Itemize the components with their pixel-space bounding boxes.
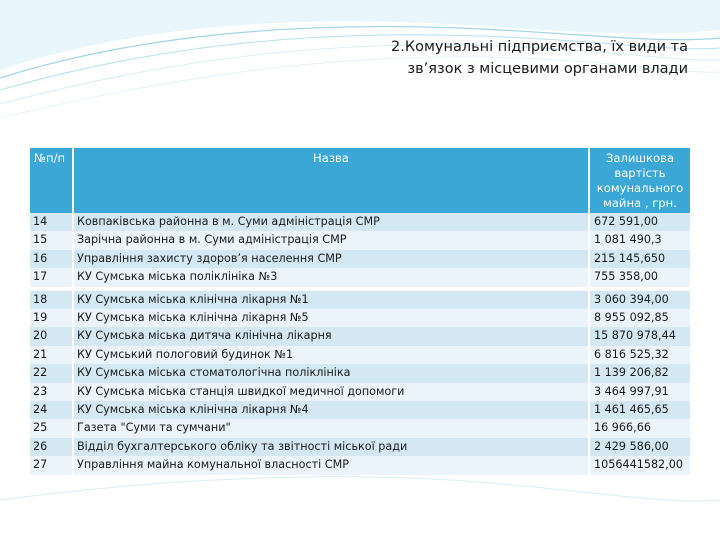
row-number: 15	[30, 231, 73, 249]
table-row	[30, 250, 690, 268]
row-value: 1 461 465,65	[589, 401, 690, 419]
row-value: 755 358,00	[589, 268, 690, 288]
row-name: КУ Сумська міська клінічна лікарня №4	[73, 401, 589, 419]
row-name: Газета "Суми та сумчани"	[73, 419, 589, 437]
row-value: 6 816 525,32	[589, 346, 690, 364]
table-row	[30, 401, 690, 419]
row-name: КУ Сумська міська клінічна лікарня №5	[73, 309, 589, 327]
row-number: 16	[30, 250, 73, 268]
slide-title	[300, 36, 688, 80]
row-value: 2 429 586,00	[589, 438, 690, 456]
property-table	[30, 148, 690, 475]
table-header-row	[30, 148, 690, 213]
row-value: 215 145,650	[589, 250, 690, 268]
row-number: 24	[30, 401, 73, 419]
slide-title-line-1: 2.Комунальні підприємства, їх види та	[390, 39, 688, 55]
row-name: КУ Сумський пологовий будинок №1	[73, 346, 589, 364]
header-number: №п/п	[30, 148, 73, 213]
table-row	[30, 309, 690, 327]
row-name: КУ Сумська міська клінічна лікарня №1	[73, 289, 589, 309]
row-number: 27	[30, 456, 73, 474]
property-table-container	[30, 148, 690, 475]
table-row	[30, 438, 690, 456]
row-value: 1 081 490,3	[589, 231, 690, 249]
table-row	[30, 327, 690, 345]
row-value: 8 955 092,85	[589, 309, 690, 327]
table-row	[30, 268, 690, 288]
table-row	[30, 364, 690, 382]
table-row	[30, 383, 690, 401]
row-number: 18	[30, 289, 73, 309]
table-row	[30, 289, 690, 309]
row-number: 26	[30, 438, 73, 456]
row-number: 19	[30, 309, 73, 327]
row-name: КУ Сумська міська поліклініка №3	[73, 268, 589, 288]
row-value: 672 591,00	[589, 213, 690, 231]
row-value: 3 060 394,00	[589, 289, 690, 309]
row-value: 1 139 206,82	[589, 364, 690, 382]
table-row	[30, 456, 690, 474]
row-value: 1056441582,00	[589, 456, 690, 474]
row-number: 14	[30, 213, 73, 231]
row-number: 25	[30, 419, 73, 437]
table-body	[30, 213, 690, 475]
row-name: Ковпаківська районна в м. Суми адміністрація СМР	[73, 213, 589, 231]
table-row	[30, 346, 690, 364]
row-name: Зарічна районна в м. Суми адміністрація СМР	[73, 231, 589, 249]
row-value: 3 464 997,91	[589, 383, 690, 401]
row-value: 15 870 978,44	[589, 327, 690, 345]
table-row	[30, 419, 690, 437]
slide-title-line-2: зв’язок з місцевими органами влади	[407, 61, 688, 77]
table-row	[30, 231, 690, 249]
row-name: КУ Сумська міська стоматологічна поліклініка	[73, 364, 589, 382]
row-name: Управління захисту здоров’я населення СМР	[73, 250, 589, 268]
row-number: 23	[30, 383, 73, 401]
row-name: КУ Сумська міська дитяча клінічна лікарня	[73, 327, 589, 345]
row-value: 16 966,66	[589, 419, 690, 437]
row-number: 17	[30, 268, 73, 288]
row-name: Управління майна комунальної власності СМР	[73, 456, 589, 474]
row-name: КУ Сумська міська станція швидкої медичної допомоги	[73, 383, 589, 401]
row-number: 22	[30, 364, 73, 382]
row-number: 20	[30, 327, 73, 345]
table-row	[30, 213, 690, 231]
row-name: Відділ бухгалтерського обліку та звітності міської ради	[73, 438, 589, 456]
header-value: Залишкова вартість комунального майна , грн.	[589, 148, 690, 213]
header-name: Назва	[73, 148, 589, 213]
row-number: 21	[30, 346, 73, 364]
